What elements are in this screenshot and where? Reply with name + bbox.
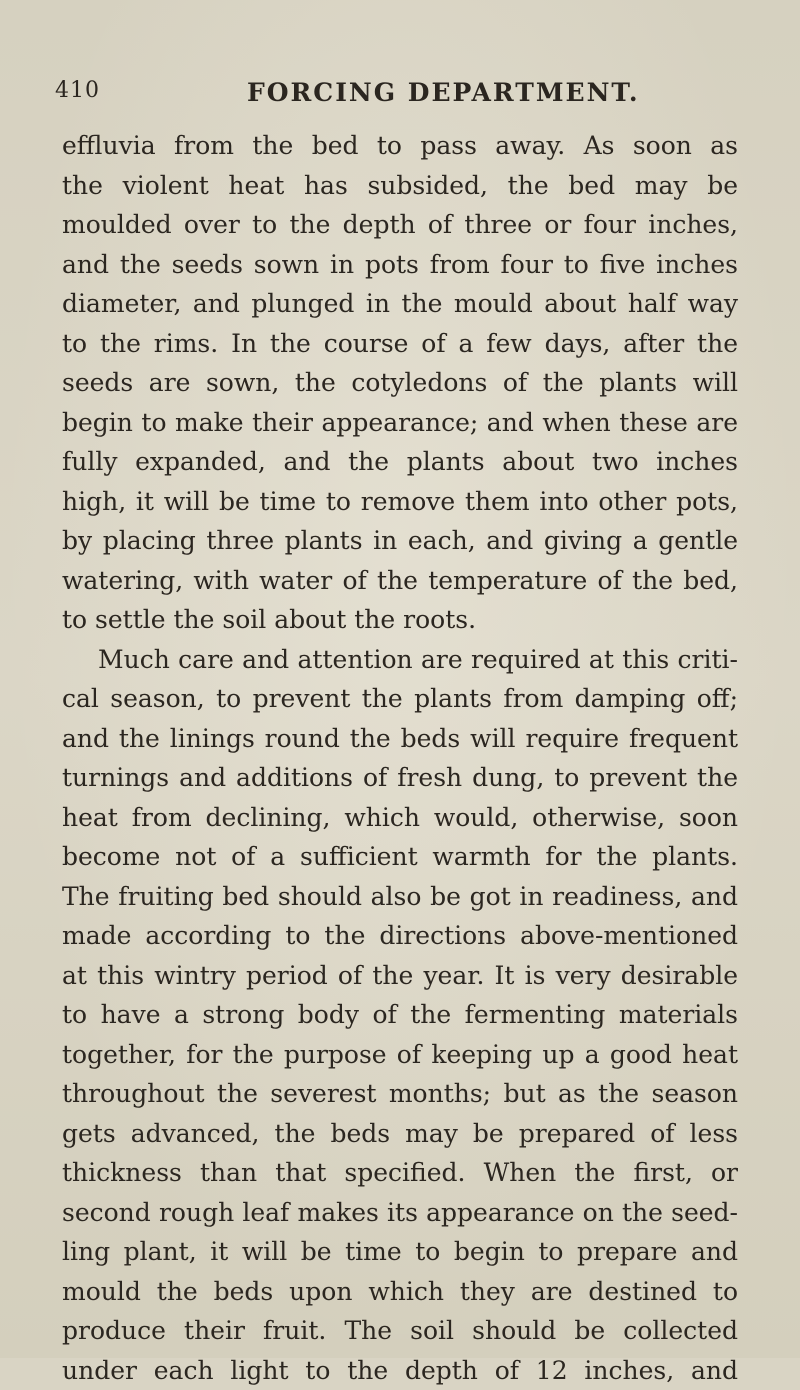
text-line: produce their fruit. The soil should be collected [62, 1311, 738, 1351]
text-line: begin to make their appearance; and when these are [62, 403, 738, 443]
text-line: effluvia from the bed to pass away. As soon as [62, 126, 738, 166]
text-line: become not of a sufficient warmth for the plants. [62, 837, 738, 877]
text-line: by placing three plants in each, and giving a gentle [62, 521, 738, 561]
running-head: FORCING DEPARTMENT. [247, 78, 640, 107]
text-line: and the seeds sown in pots from four to five inches [62, 245, 738, 285]
text-line: under each light to the depth of 12 inches, and [62, 1351, 738, 1390]
text-line: diameter, and plunged in the mould about half way [62, 284, 738, 324]
text-line: ling plant, it will be time to begin to prepare and [62, 1232, 738, 1272]
text-line: fully expanded, and the plants about two inches [62, 442, 738, 482]
text-line: heat from declining, which would, otherwise, soon [62, 798, 738, 838]
text-line: The fruiting bed should also be got in readiness, and [62, 877, 738, 917]
text-line: seeds are sown, the cotyledons of the plants will [62, 363, 738, 403]
text-line: and the linings round the beds will require frequent [62, 719, 738, 759]
body-text [62, 126, 738, 1390]
text-line: cal season, to prevent the plants from damping off; [62, 679, 738, 719]
text-line: at this wintry period of the year. It is very desirable [62, 956, 738, 996]
text-line: watering, with water of the temperature of the bed, [62, 561, 738, 601]
text-line: thickness than that specified. When the first, or [62, 1153, 738, 1193]
text-line: mould the beds upon which they are destined to [62, 1272, 738, 1312]
text-line: to have a strong body of the fermenting materials [62, 995, 738, 1035]
text-line: turnings and additions of fresh dung, to prevent the [62, 758, 738, 798]
text-line: gets advanced, the beds may be prepared of less [62, 1114, 738, 1154]
page-number: 410 [55, 78, 100, 103]
text-line: throughout the severest months; but as the season [62, 1074, 738, 1114]
text-line: the violent heat has subsided, the bed may be [62, 166, 738, 206]
text-line: to settle the soil about the roots. [62, 600, 738, 640]
text-line: moulded over to the depth of three or four inches, [62, 205, 738, 245]
text-line: second rough leaf makes its appearance on the seed- [62, 1193, 738, 1233]
text-line: to the rims. In the course of a few days, after the [62, 324, 738, 364]
text-line: made according to the directions above-mentioned [62, 916, 738, 956]
text-line: together, for the purpose of keeping up a good heat [62, 1035, 738, 1075]
text-line: high, it will be time to remove them into other pots, [62, 482, 738, 522]
page-header [55, 78, 755, 114]
text-line: Much care and attention are required at this criti- [62, 640, 738, 680]
